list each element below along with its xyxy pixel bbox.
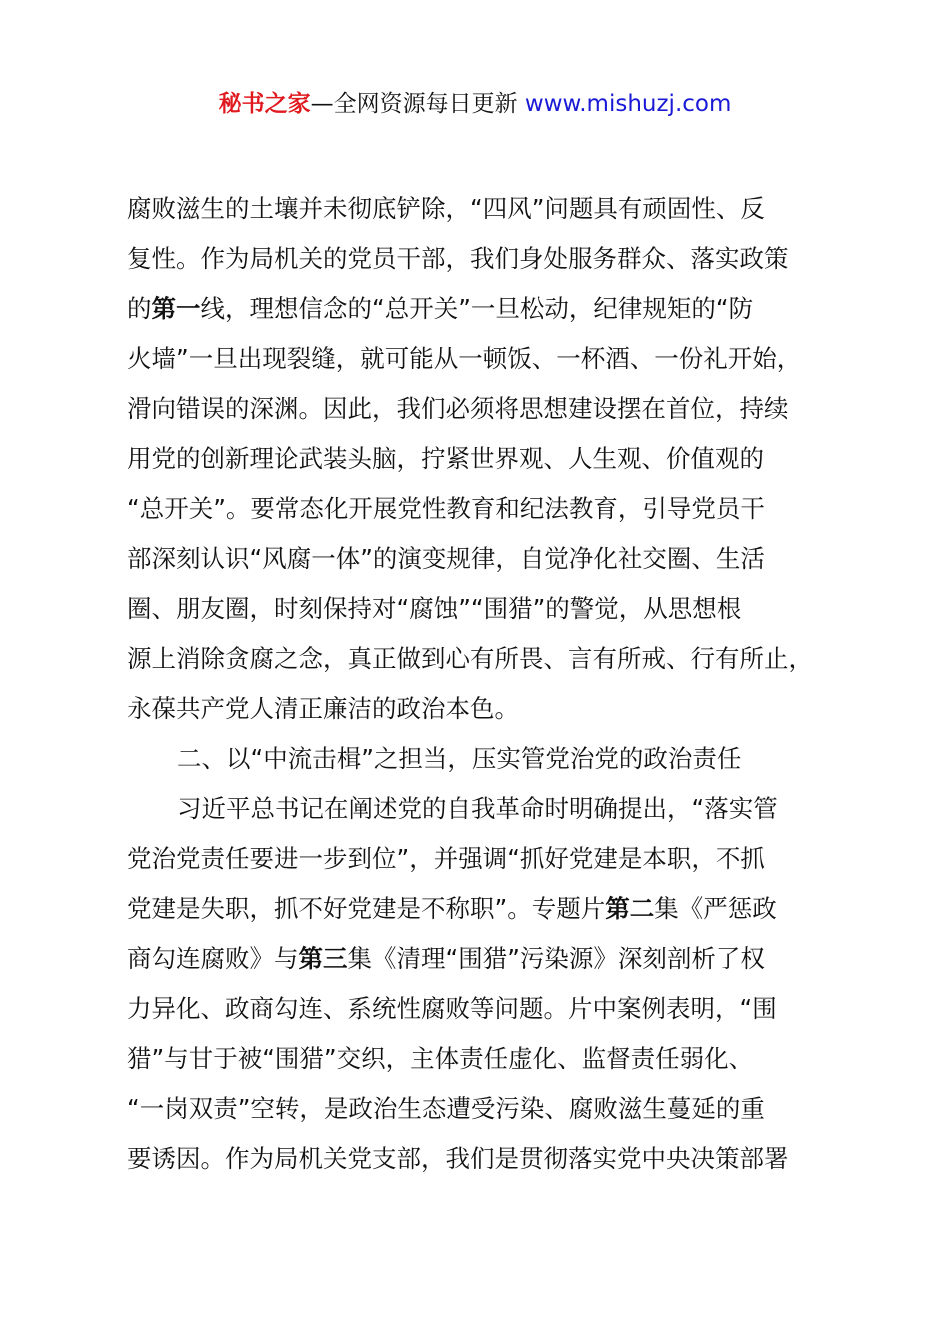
text-segment: 猎”与甘于被“围猎”交织，主体责任虚化、监督责任弱化、 xyxy=(127,1044,754,1073)
text-segment: 滑向错误的深渊。因此，我们必须将思想建设摆在首位，持续 xyxy=(127,394,789,423)
text-line xyxy=(127,584,837,634)
bold-text: 第一 xyxy=(151,294,201,323)
text-segment: 党建是失职，抓不好党建是不称职”。专题片 xyxy=(127,894,606,923)
text-line xyxy=(127,984,837,1034)
bold-text: 第二 xyxy=(605,894,655,923)
text-line xyxy=(127,184,837,234)
text-segment: 要诱因。作为局机关党支部，我们是贯彻落实党中央决策部署 xyxy=(127,1144,789,1173)
text-line xyxy=(127,884,837,934)
text-line xyxy=(127,934,837,984)
text-line xyxy=(127,434,837,484)
text-line xyxy=(127,784,837,834)
site-url-link[interactable]: www.mishuzj.com xyxy=(524,91,732,117)
brand-name: 秘书之家 xyxy=(218,91,311,117)
text-line xyxy=(127,234,837,284)
text-line xyxy=(127,384,837,434)
text-line xyxy=(127,284,837,334)
document-body xyxy=(127,184,837,1184)
text-segment: 线，理想信念的“总开关”一旦松动，纪律规矩的“防 xyxy=(200,294,754,323)
text-line xyxy=(127,834,837,884)
text-segment: 商勾连腐败》与 xyxy=(127,944,299,973)
bold-text: 第三 xyxy=(298,944,348,973)
text-segment: 源上消除贪腐之念，真正做到心有所畏、言有所戒、行有所止， xyxy=(127,644,813,673)
text-segment: 二、以“中流击楫”之担当，压实管党治党的政治责任 xyxy=(177,744,742,773)
text-segment: 腐败滋生的土壤并未彻底铲除，“四风”问题具有顽固性、反 xyxy=(127,194,765,223)
text-line xyxy=(127,534,837,584)
text-line xyxy=(127,484,837,534)
text-segment: 的 xyxy=(127,294,152,323)
text-segment: 集《清理“围猎”污染源》深刻剖析了权 xyxy=(347,944,765,973)
text-line xyxy=(127,734,837,784)
text-segment: “总开关”。要常态化开展党性教育和纪法教育，引导党员干 xyxy=(127,494,765,523)
text-segment: 火墙”一旦出现裂缝，就可能从一顿饭、一杯酒、一份礼开始， xyxy=(127,344,802,373)
text-segment: 力异化、政商勾连、系统性腐败等问题。片中案例表明，“围 xyxy=(127,994,777,1023)
text-line xyxy=(127,1134,837,1184)
text-segment: 部深刻认识“风腐一体”的演变规律，自觉净化社交圈、生活 xyxy=(127,544,765,573)
text-line xyxy=(127,684,837,734)
text-segment: “一岗双责”空转，是政治生态遭受污染、腐败滋生蔓延的重 xyxy=(127,1094,765,1123)
text-segment: 复性。作为局机关的党员干部，我们身处服务群众、落实政策 xyxy=(127,244,789,273)
text-segment: 永葆共产党人清正廉洁的政治本色。 xyxy=(127,694,519,723)
header-slogan: —全网资源每日更新 xyxy=(310,91,525,117)
text-segment: 圈、朋友圈，时刻保持对“腐蚀”“围猎”的警觉，从思想根 xyxy=(127,594,742,623)
text-line xyxy=(127,1084,837,1134)
site-header xyxy=(0,86,950,122)
text-segment: 用党的创新理论武装头脑，拧紧世界观、人生观、价值观的 xyxy=(127,444,764,473)
text-segment: 习近平总书记在阐述党的自我革命时明确提出，“落实管 xyxy=(177,794,778,823)
text-line xyxy=(127,634,837,684)
text-line xyxy=(127,334,837,384)
text-line xyxy=(127,1034,837,1084)
text-segment: 集《严惩政 xyxy=(654,894,777,923)
text-segment: 党治党责任要进一步到位”，并强调“抓好党建是本职，不抓 xyxy=(127,844,765,873)
